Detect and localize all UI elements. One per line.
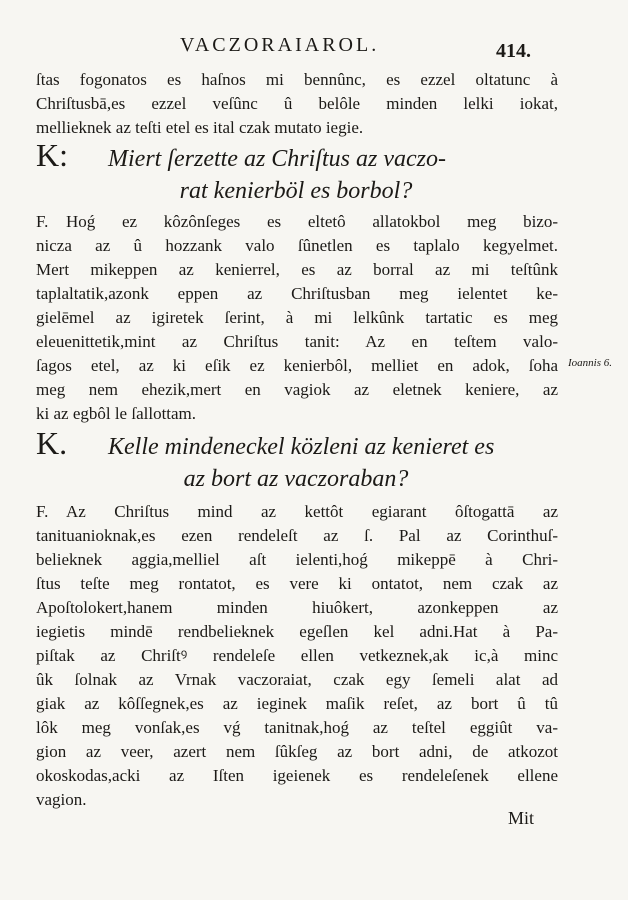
text-line: ſagos etel, az ki eſik ez kenierbôl, melliet en adok, ſoha [36, 356, 558, 375]
answer-line [36, 212, 558, 232]
text-line: mellieknek az teſti etel es ital czak mutato iegie. [36, 118, 364, 137]
question-mark-k: K: [36, 137, 68, 173]
question-mark-k: K. [36, 425, 68, 461]
page-number: 414. [496, 40, 531, 62]
text-line: vagion. [36, 790, 87, 809]
marginal-note: Ioannis 6. [568, 357, 612, 369]
running-head: VACZORAIAROL. [180, 34, 380, 56]
answer-mark-f: F. [36, 502, 49, 521]
text-line: ſtas fogonatos es haſnos mi bennûnc, es ezzel oltatunc à [36, 70, 558, 89]
text-line: eleuenittetik,mint az Chriſtus tanit: Az en teſtem valo- [36, 332, 558, 351]
text-line: belieknek aggia,melliel aſt ielenti,hoǵ mikeppē à Chri- [36, 550, 558, 569]
text-line: taplaltatik,azonk eppen az Chriſtusban meg ielentet ke- [36, 284, 558, 303]
question-heading [36, 425, 556, 462]
question-text: Miert ſerzette az Chriſtus az vaczo- [108, 146, 446, 172]
question-heading [36, 137, 556, 174]
text-line: giak az kôſſegnek,es az ieginek maſik reſet, az bort û tû [36, 694, 558, 713]
text-line: iegietis mindē rendbelieknek egeſlen kel adni.Hat à Pa- [36, 622, 558, 641]
question-text: Kelle mindeneckel közleni az kenieret es [108, 434, 495, 460]
text-line: gielēmel az igiretek ſerint, à mi lelkûnk tartatic es meg [36, 308, 558, 327]
text-line: ſtus teſte meg rontatot, es vere ki ontatot, nem czak az [36, 574, 558, 593]
answer-mark-f: F. [36, 212, 49, 231]
text-line: piſtak az Chriſtꝰ rendeleſe ellen vetkeznek,ak ic,à minc [36, 646, 558, 665]
text-line: meg nem ehezik,mert en vagiok az eletnek keniere, az [36, 380, 558, 399]
question-heading-cont: az bort az vaczoraban? [183, 466, 409, 492]
text-line: tanituanioknak,es ezen rendeleſt az ſ. Pal az Corinthuſ- [36, 526, 558, 545]
answer-line [36, 502, 558, 522]
text-line: okoskodas,acki az Iſten igeienek es rendeleſenek ellene [36, 766, 558, 785]
answer-text: Az Chriſtus mind az kettôt egiarant ôſtogattā az [66, 502, 558, 521]
text-line: ûk ſolnak az Vrnak vaczoraiat, czak egy ſemeli alat ad [36, 670, 558, 689]
catchword: Mit [508, 808, 535, 828]
answer-text: Hoǵ ez kôzônſeges es eltetô allatokbol meg bizo- [66, 212, 558, 231]
text-line: gion az veer, azert nem ſûkſeg az bort adni, de atkozot [36, 742, 558, 761]
text-line: Mert mikeppen az kenierrel, es az borral az mi teſtûnk [36, 260, 558, 279]
text-line: Apoſtolokert,hanem minden hiuôkert, azonkeppen az [36, 598, 558, 617]
text-line: Chriſtusbā,es ezzel veſûnc û belôle minden lelki iokat, [36, 94, 558, 113]
question-heading-cont: rat kenierböl es borbol? [179, 178, 413, 204]
text-line: nicza az û hozzank valo ſûnetlen es taplalo kegyelmet. [36, 236, 558, 255]
text-line: ki az egbôl le ſallottam. [36, 404, 197, 423]
text-line: lôk meg vonſak,es vǵ tanitnak,hoǵ az teſtel eggiût va- [36, 718, 558, 737]
